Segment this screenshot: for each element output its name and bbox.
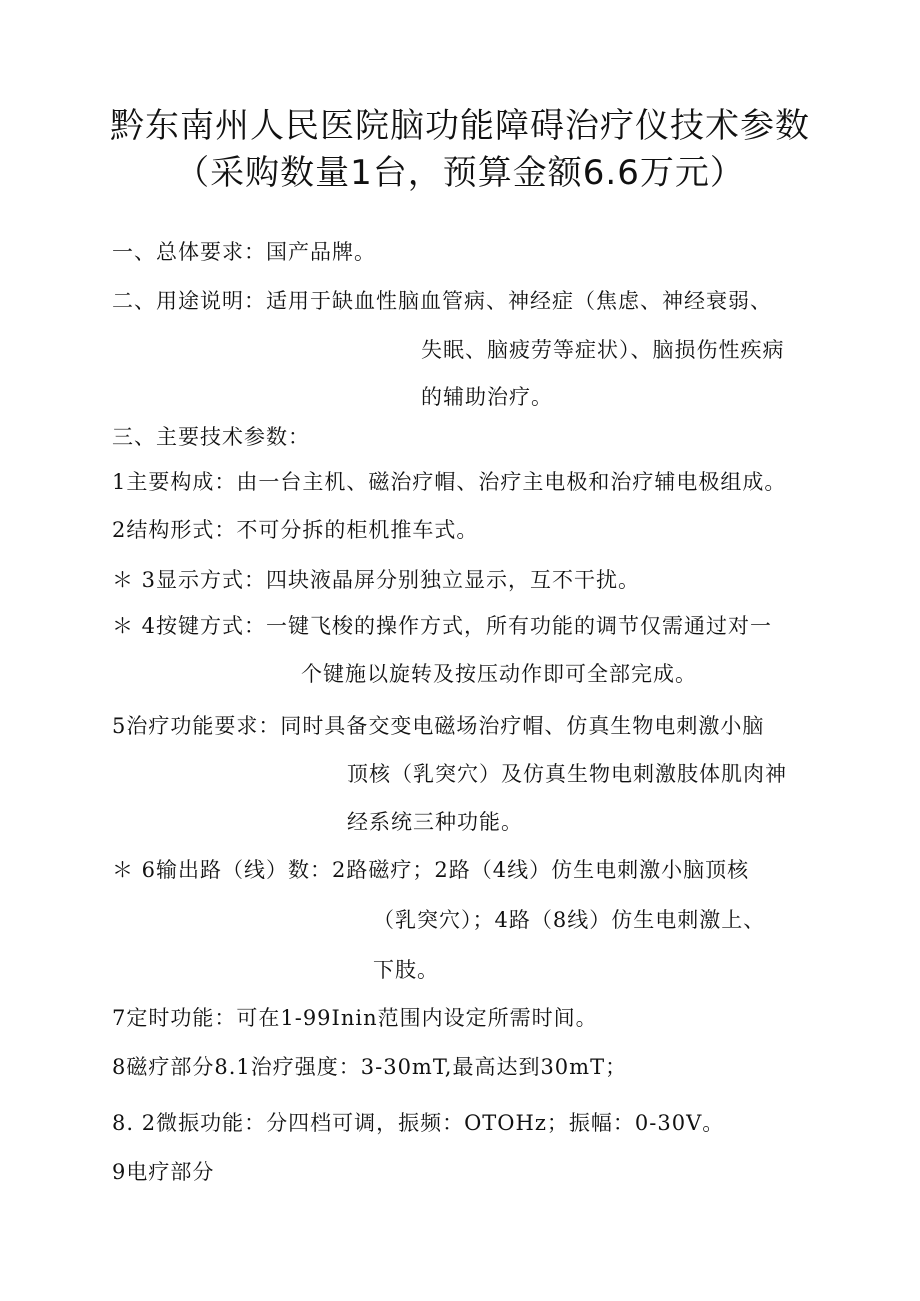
spec-item-6-continuation: （乳突穴）；4路（8线）仿生电刺激上、 bbox=[373, 908, 766, 932]
usage-description-continuation: 失眠、脑疲劳等症状）、脑损伤性疾病 bbox=[421, 338, 785, 362]
spec-item-6: ＊ 6输出路（线）数：2路磁疗；2路（4线）仿生电刺激小脑顶核 bbox=[112, 858, 750, 882]
spec-item-1: 1主要构成：由一台主机、磁治疗帽、治疗主电极和治疗辅电极组成。 bbox=[112, 470, 787, 494]
section-heading: 三、主要技术参数： bbox=[112, 425, 310, 449]
spec-item-2: 2结构形式：不可分拆的柜机推车式。 bbox=[112, 518, 479, 542]
spec-item-4-continuation: 个键施以旋转及按压动作即可全部完成。 bbox=[301, 662, 697, 686]
spec-item-4: ＊ 4按键方式：一键飞梭的操作方式，所有功能的调节仅需通过对一 bbox=[112, 614, 773, 638]
usage-description-continuation: 的辅助治疗。 bbox=[421, 385, 553, 409]
spec-item-5-continuation: 经系统三种功能。 bbox=[347, 810, 523, 834]
document-subtitle: （采购数量1台，预算金额6.6万元） bbox=[175, 153, 745, 193]
spec-item-5-continuation: 顶核（乳突穴）及仿真生物电刺激肢体肌肉神 bbox=[347, 762, 787, 786]
general-requirement-line: 一、总体要求：国产品牌。 bbox=[112, 240, 376, 264]
document-title: 黔东南州人民医院脑功能障碍治疗仪技术参数 bbox=[110, 106, 810, 146]
spec-item-8: 8磁疗部分8.1治疗强度：3-30mT,最高达到30mT； bbox=[112, 1055, 628, 1079]
spec-item-7: 7定时功能：可在1-99Inin范围内设定所需时间。 bbox=[112, 1006, 598, 1030]
spec-item-9: 9电疗部分 bbox=[112, 1160, 215, 1184]
spec-item-6-continuation: 下肢。 bbox=[373, 958, 439, 982]
usage-description-line: 二、用途说明：适用于缺血性脑血管病、神经症（焦虑、神经衰弱、 bbox=[112, 289, 772, 313]
spec-item-3: ＊ 3显示方式：四块液晶屏分别独立显示，互不干扰。 bbox=[112, 568, 641, 592]
spec-item-5: 5治疗功能要求：同时具备交变电磁场治疗帽、仿真生物电刺激小脑 bbox=[112, 714, 765, 738]
spec-item-8-2: 8. 2微振功能：分四档可调，振频：OTOHz；振幅：0-30V。 bbox=[112, 1111, 725, 1135]
